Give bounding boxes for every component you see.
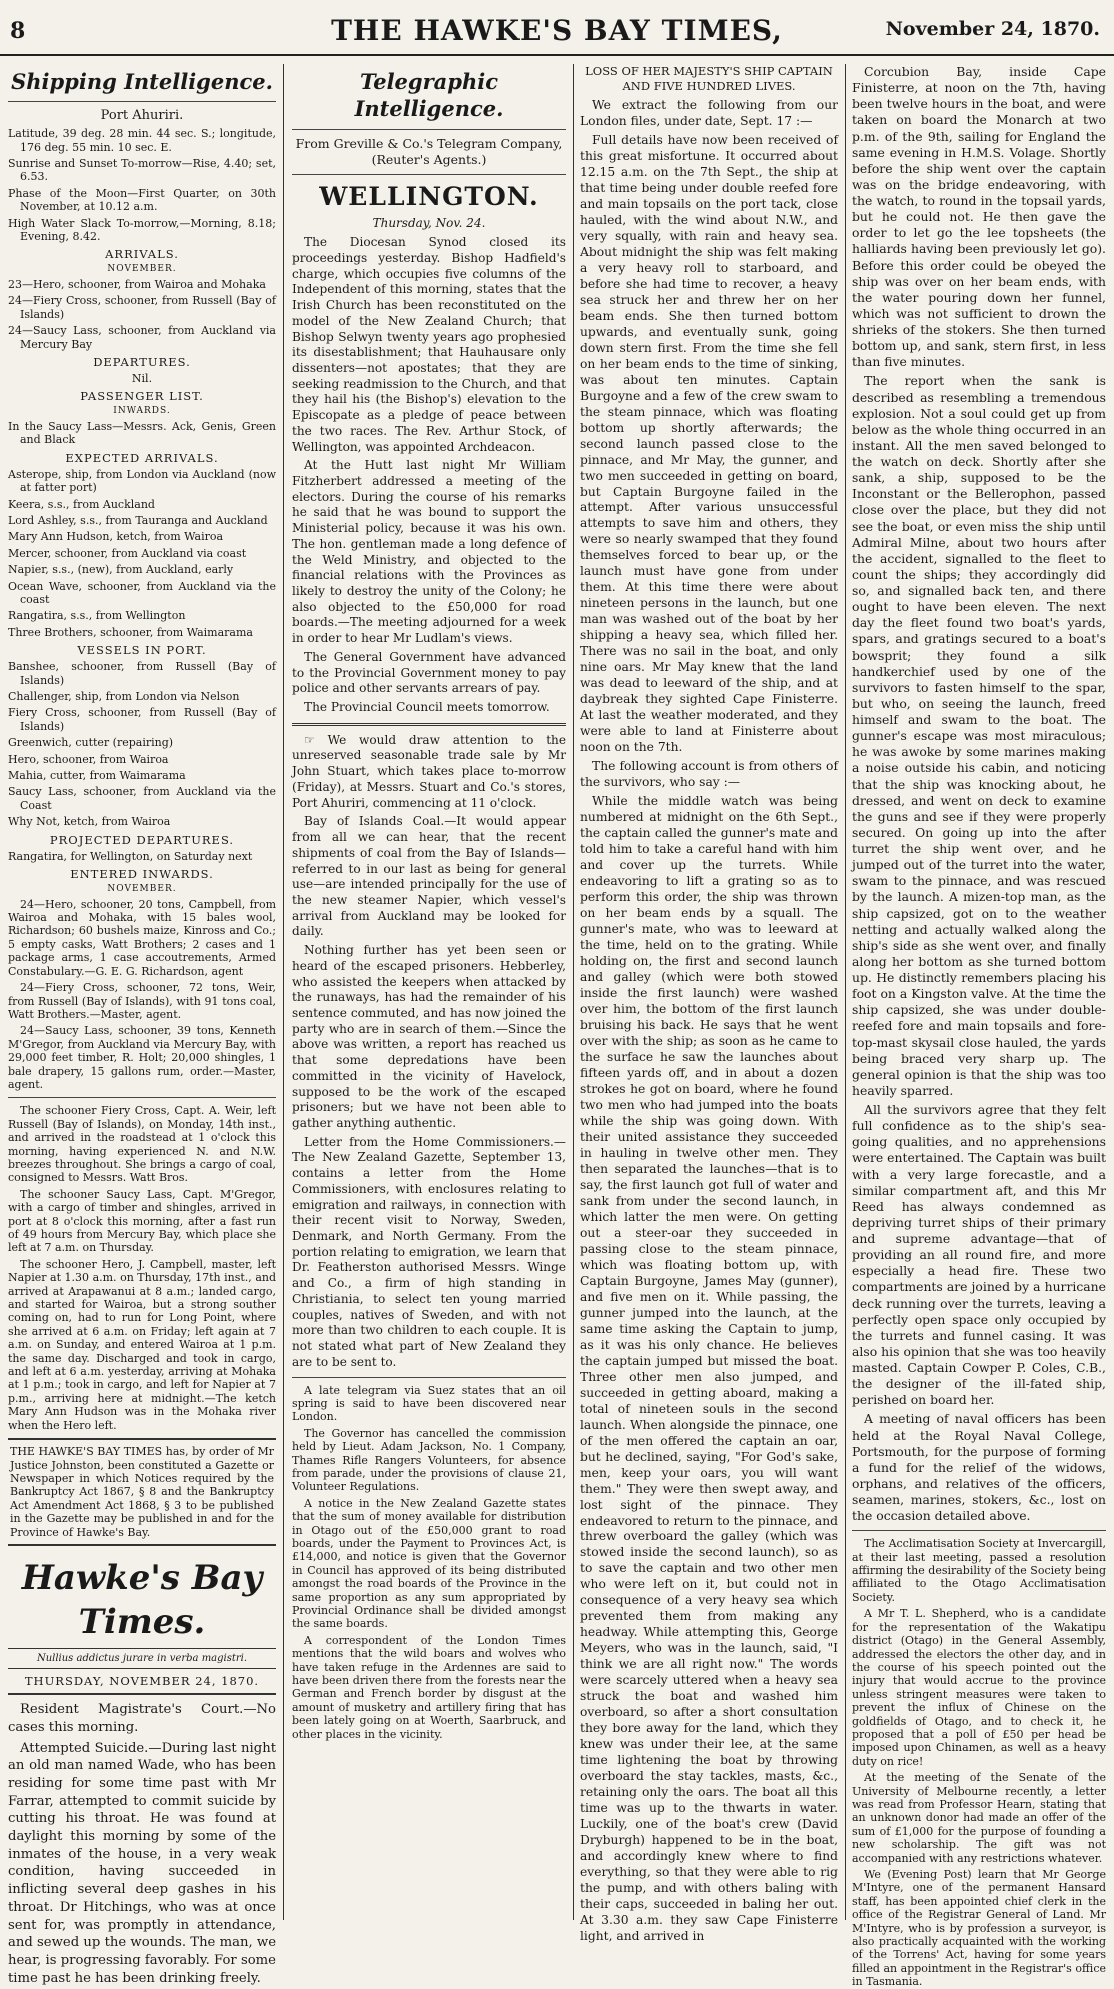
vessel-item: Fiery Cross, schooner, from Russell (Bay of Islands) [8,706,276,733]
shipping-report: The schooner Fiery Cross, Capt. A. Weir, left Russell (Bay of Islands), on Monday, 14th inst., and arrived in the roadstead at 1 o'clock this morning, having experienced N. and N.W. breezes throughout. She brings a cargo of coal, consigned to Messrs. Watt Bros. [8,1104,276,1185]
entered-item: 24—Saucy Lass, schooner, 39 tons, Kenneth M'Gregor, from Auckland via Mercury Bay, with 29,000 feet timber, R. Holt; 20,000 shingles, 1 bale drapery, 15 gallons rum, order.—Master, agent. [8,1024,276,1091]
gazette-notice-text: THE HAWKE'S BAY TIMES has, by order of Mr Justice Johnston, been constituted a Gazette or Newspaper in which Notices required by the Bankruptcy Act 1867, § 8 and the Bankruptcy Act Amendment Act 1868, § 3 to be published in the Gazette may be published in and for the Province of Hawke's Bay. [10,1445,274,1539]
column-rule [283,64,284,1920]
brief-item: A late telegram via Suez states that an oil spring is said to have been discovered near London. [292,1383,566,1424]
shipping-heading: Shipping Intelligence. [8,68,276,102]
vessel-item: Banshee, schooner, from Russell (Bay of Islands) [8,660,276,687]
vessel-item: Greenwich, cutter (repairing) [8,736,174,750]
continuation-paragraph: All the survivors agree that they felt full confidence as to the ship's sea-going qualities, and no apprehensions were entertained. The Captain was built with a very large forecastle, and a similar compartment aft, and this Mr Reed has always condemned as depriving turret ships of their primary and supreme advantage—that of providing an all round fire, and more especially a head fire. These two compartments are joined by a hurricane deck running over the turrets, leaving a perfectly open space only occupied by the turrets and funnel casing. It was also his opinion that she was too heavily masted. Captain Cowper P. Coles, C.B., the designer of the ill-fated ship, perished on board her. [852,1102,1106,1408]
expected-item: Keera, s.s., from Auckland [8,497,155,511]
captain-continuation [852,64,1106,1524]
editorial-notice: Bay of Islands Coal.—It would appear from all we can hear, that the recent shipments of coal from the Bay of Islands—referred to in our last as being for general use—are intended principally for the use of the new steamer Napier, which vessel's arrival from Auckland may be looked for daily. [292,814,566,939]
wellington-heading: WELLINGTON. [319,182,539,212]
expected-item: Mary Ann Hudson, ketch, from Wairoa [8,530,224,544]
continuation-paragraph: A meeting of naval officers has been held at the Royal Naval College, Portsmouth, for the purpose of forming a fund for the relief of the widows, orphans, and relatives of the officers, seamen, marines, stokers, &c., lost on the occasion detailed above. [852,1411,1106,1524]
expected-item: Napier, s.s., (new), from Auckland, early [8,563,234,577]
vessel-item: Mahia, cutter, from Waimarama [8,769,186,783]
telegraph-dateline: Thursday, Nov. 24. [372,215,486,230]
shipping-reports [8,1104,276,1432]
captain-paragraph: We extract the following from our London files, under date, Sept. 17 :— [580,97,838,128]
entered-month: NOVEMBER. [107,883,177,894]
entered-item: 24—Fiery Cross, schooner, 72 tons, Weir, from Russell (Bay of Islands), with 91 tons coal, Watt Brothers.—Master, agent. [8,981,276,1021]
telegraph-paragraph: The Provincial Council meets tomorrow. [304,700,550,715]
nameplate-date: THURSDAY, NOVEMBER 24, 1870. [8,1674,276,1695]
arrivals-title: ARRIVALS. [105,247,179,262]
expected-item: Ocean Wave, schooner, from Auckland via the coast [8,579,276,607]
projected-departure: Rangatira, for Wellington, on Saturday next [8,849,253,863]
captain-heading: LOSS OF HER MAJESTY'S SHIP CAPTAIN AND FIVE HUNDRED LIVES. [585,64,833,93]
miscellany-item: We (Evening Post) learn that Mr George M'Intyre, one of the permanent Hansard staff, has been appointed chief clerk in the office of the Registrar General of Land. Mr M'Intyre, who is by profession a surveyor, is also practically acquainted with the working of the Torrens' Act, having for some years filled an appointment in the Registrar's office in Tasmania. [852,1868,1106,1989]
vessels-title: VESSELS IN PORT. [77,643,207,658]
telegraphic-heading: Telegraphic Intelligence. [292,68,566,130]
expected-item: Lord Ashley, s.s., from Tauranga and Auckland [8,514,268,528]
column-rule [845,64,846,1920]
passenger-sub: INWARDS. [113,406,171,417]
expected-list [8,468,276,639]
vessel-item: Challenger, ship, from London via Nelson [8,690,240,704]
editorial-notice: Letter from the Home Commissioners.—The New Zealand Gazette, September 13, contains a letter from the Home Commissioners, with enclosures relating to emigration and railways, in connection with their recent visit to Norway, Sweden, Denmark, and North Germany. From the portion relating to emigration, we learn that Dr. Featherston authorised Messrs. Winge and Co., a firm of high standing in Christiania, to select ten young married couples, natives of Sweden, and with not more than two children to each couple. It is not stated what part of New Zealand they are to be sent to. [292,1134,566,1369]
nameplate-title: Hawke's Bay Times. [21,1557,263,1643]
continuation-paragraph: Corcubion Bay, inside Cape Finisterre, at noon on the 7th, having been twelve hours in the boat, and were taken on board the Monarch at two p.m. of the 9th, sailing for England the same evening in H.M.S. Volage. Shortly before the ship went over the captain was on the bridge endeavoring, with the watch, to round in the topsail yards, but he could not. He then gave the order to let go the lee topsheets (the halliards having been previously let go). Before this order could be obeyed the ship was over on her beam ends, with the water pouring down her funnel, which was not sufficient to drown the shrieks of the stokers. She then turned bottom up, and sank, stern first, in less than five minutes. [852,64,1106,370]
brief-item: A correspondent of the London Times mentions that the wild boars and wolves who have taken refuge in the Ardennes are said to have been driven there from the forests near the German and French border by disgust at the amount of musketry and artillery firing that has been lately going on at Woerth, Saarbruck, and other places in the vicinity. [292,1633,566,1741]
brief-items [292,1384,566,1742]
masthead [0,0,1114,56]
editorial-notice: Nothing further has yet been seen or heard of the escaped prisoners. Hebberley, who assisted the keepers when attacked by the runaways, has had the remainder of his sentence commuted, and has now joined the party who are in search of them.—Since the above was written, a report has reached us that some depredations have been committed in the vicinity of Havelock, supposed to be the work of the escaped prisoners; but we have not been able to gather anything authentic. [292,943,566,1130]
entered-title: ENTERED INWARDS. [70,867,214,882]
nameplate-motto: Nullius addictus jurare in verba magistri. [8,1648,276,1669]
departures-nil: Nil. [131,372,153,386]
expected-title: EXPECTED ARRIVALS. [65,450,219,465]
departures-title: DEPARTURES. [93,355,191,370]
passenger-title: PASSENGER LIST. [80,389,204,404]
arrivals-list [8,278,276,351]
captain-paragraph: While the middle watch was being numbered at midnight on the 6th Sept., the captain called the gunner's mate and told him to take a careful hand with him and cover up the turrets. While endeavoring to lift a grating so as to perform this order, the ship was thrown on her beam ends by a squall. The gunner's mate, who was to leeward at the time, held on to the grating. While holding on, the first and second launch and galley (which were both stowed inside the first launch) were washed over him, the bottom of the first launch bruising his back. He says that he went over with the ship; as soon as he came to the surface he saw the launches about fifteen yards off, and in about a dozen strokes he got on board, where he found two men who had jumped into the boats while the ship was going down. With their united assistance they succeeded in hauling in twelve other men. They then separated the launches—that is to say, the first launch got full of water and sank from under the second launch, in which latter the men were. On getting out a steer-oar they succeeded in passing close to the steam pinnace, which was floating bottom up, with Captain Burgoyne, James May (gunner), and five men on it. While passing, the gunner jumped into the launch, at the same time asking the Captain to jump, as it was his only chance. He believes the captain jumped but missed the boat. Three other men also jumped, and succeeded in getting aboard, making a total of nineteen souls in the second launch. When alongside the pinnace, one of the men offered the captain an oar, but he declined, saying, "For God's sake, men, keep your oars, you will want them." They were then swept away, and lost sight of the pinnace. They endeavored to return to the pinnace, and threw overboard the galley (which was stowed inside the second launch), so as to save the captain and two other men who were left on it, but could not in consequence of a very heavy sea which prevented them from making any headway. While attempting this, George Meyers, who was in the launch, said, "I think we are all right now." The words were scarcely uttered when a heavy sea struck the boat and washed him overboard, so after a short consultation they bore away for the land, which they knew was under their lee, at the same time lightening the boat by throwing overboard the stay tackles, masts, &c., retaining only the oars. The boat all this time was up to the thwarts in water. Luckily, one of the boat's crew (David Dryburgh) happened to be in the boat, and accordingly knew where to find everything, so that they were able to rig the pump, and with others baling with their caps, succeeded in baling her out. At 3.30 a.m. they saw Cape Finisterre light, and arrived in [580,794,838,1944]
editorial-notice: ☞ We would draw attention to the unreserved seasonable trade sale by Mr John Stuart, which takes place to-morrow (Friday), at Messrs. Stuart and Co.'s stores, Port Ahuriri, commencing at 11 o'clock. [292,732,566,810]
shipping-report: The schooner Hero, J. Campbell, master, left Napier at 1.30 a.m. on Thursday, 17th inst., and arrived at Arapawanui at 8 a.m.; landed cargo, and started for Wairoa, but a strong souther coming on, had to run for Long Point, where she arrived at 6 a.m. on Friday; left again at 7 a.m. on Sunday, and entered Wairoa at 1 p.m. the same day. Discharged and took in cargo, and left at 6 a.m. yesterday, arriving at Mohaka at 1 p.m.; took in cargo, and left for Napier at 7 p.m., arriving here at midnight.—The ketch Mary Ann Hudson was in the Mohaka river when the Hero left. [8,1257,276,1432]
arrival-item: 24—Fiery Cross, schooner, from Russell (Bay of Islands) [8,294,276,321]
expected-item: Rangatira, s.s., from Wellington [8,609,186,623]
arrivals-month: NOVEMBER. [107,264,177,275]
column-rule [573,64,574,1920]
brief-item: A notice in the New Zealand Gazette states that the sum of money available for distribution in Otago out of the £50,000 grant to road boards, under the Payment to Provinces Act, is £14,000, and notice is given that the Governor in Council has approved of its being distributed amongst the road boards of the Province in the same proportion as any sum appropriated by Provincial Ordinance shall be divided amongst the same boards. [292,1496,566,1631]
telegraph-paragraph: At the Hutt last night Mr William Fitzherbert addressed a meeting of the electors. During the course of his remarks he said that he was bound to support the Ministerial policy, because it was his own. The hon. gentleman made a long defence of the Weld Ministry, and objected to the financial relations with the Provinces as likely to destroy the unity of the Colony; he also objected to the £50,000 for road boards.—The meeting adjourned for a week in order to hear Mr Ludlam's views. [292,458,566,646]
telegraph-paragraph: The Diocesan Synod closed its proceedings yesterday. Bishop Hadfield's charge, which occupies five columns of the Independent of this morning, states that the Irish Church has been reconstituted on the model of the New Zealand Church; that Bishop Selwyn twenty years ago prophesied its disestablishment; that Hauhausare only dissenters—not apostates; that they are seeking readmission to the Church, and that they hail his (the Bishop's) elevation to the Episcopate as a pledge of peace between the two races. The Rev. Arthur Stock, of Wellington, was appointed Archdeacon. [292,235,566,454]
sun-times: Sunrise and Sunset To-morrow—Rise, 4.40; set, 6.53. [8,157,276,184]
vessel-item: Saucy Lass, schooner, from Auckland via the Coast [8,785,276,812]
column-telegraphic [292,64,566,1920]
high-water: High Water Slack To-morrow,—Morning, 8.18; Evening, 8.42. [8,216,276,244]
gazette-notice [8,1438,276,1546]
position: Latitude, 39 deg. 28 min. 44 sec. S.; longitude, 176 deg. 55 min. 10 sec. E. [8,127,276,154]
arrival-item: 23—Hero, schooner, from Wairoa and Mohaka [8,278,266,292]
moon-phase: Phase of the Moon—First Quarter, on 30th November, at 10.12 a.m. [8,186,276,214]
editorial-notices [292,733,566,1371]
miscellany-item: The Acclimatisation Society at Invercargill, at their last meeting, passed a resolution affirming the desirability of the Society being affiliated to the Otago Acclimatisation Society. [852,1537,1106,1604]
expected-item: Three Brothers, schooner, from Waimarama [8,625,253,639]
miscellany-item: At the meeting of the Senate of the University of Melbourne recently, a letter was read from Professor Hearn, stating that an unknown donor had made an offer of the sum of £1,000 for the purpose of founding a new scholarship. The gift was not accompanied with any restrictions whatever. [852,1771,1106,1865]
shipping-report: The schooner Saucy Lass, Capt. M'Gregor, with a cargo of timber and shingles, arrived in port at 8 o'clock this morning, after a fast run of 49 hours from Mercury Bay, which place she left at 7 a.m. on Thursday. [8,1187,276,1255]
continuation-paragraph: The report when the sank is described as resembling a tremendous explosion. Not a soul could get up from below as the whole thing occurred in an instant. All the men saved belonged to the watch on deck. Shortly after she sank, a ship, supposed to be the Inconstant or the Bellerophon, passed close over the place, but they did not see the boat, or even miss the ship until Admiral Milne, about two hours after the accident, signalled to the fleet to count the ships; they accordingly did so, and signalled back ten, and there ought to have been eleven. The next day the fleet found two boat's yards, spars, and gratings secured to a boat's bowsprit; they found a silk handkerchief used by one of the survivors to fasten himself to the spar, but who, on seeing the launch, freed himself and swam to the boat. The gunner's escape was most miraculous; he was awoke by some marines making a noise outside his cabin, and noticing that the ship was knocking about, he dressed, and went on deck to examine the guns and see if they were properly secured. On going up into the after turret the ship went over, and he jumped out of the turret into the water, swam to the pinnace, and was rescued by the launch. A mizen-top man, as the ship capsized, got on to the weather netting and actually walked along the ship's side as she went over, and finally along her bottom as she turned bottom up. He distinctly remembers placing his foot on a Kingston valve. At the time the ship capsized, she was under double-reefed fore and main topsails and fore-top-mast skysail close hauled, the yards being braced very sharp up. The general opinion is that the ship was too heavily sparred. [852,373,1106,1098]
column-continuation [852,64,1106,1989]
passenger-list: In the Saucy Lass—Messrs. Ack, Genis, Green and Black [8,420,276,447]
expected-item: Mercer, schooner, from Auckland via coast [8,546,247,560]
miscellany [852,1537,1106,1988]
page-number: 8 [10,18,26,44]
miscellany-item: A Mr T. L. Shepherd, who is a candidate for the representation of the Wakatipu district (Otago) in the General Assembly, addressed the electors the other day, and in the course of his speech pointed out the injury that would accrue to the province unless stringent measures were taken to prevent the influx of Chinese on the goldfields of Otago, and to check it, he proposed that a poll of £50 per head be imposed upon Chinamen, as well as a heavy duty on rice! [852,1607,1106,1768]
telegraph-paragraphs [292,235,566,716]
entered-list [8,898,276,1092]
captain-paragraph: The following account is from others of the survivors, who say :— [580,759,838,790]
telegraph-source: From Greville & Co.'s Telegram Company, (Reuter's Agents.) [295,135,563,167]
issue-date: November 24, 1870. [885,18,1100,40]
port-name: Port Ahuriri. [100,108,184,124]
vessels-list [8,660,276,828]
brief-item: The Governor has cancelled the commission held by Lieut. Adam Jackson, No. 1 Company, Thames Rifle Rangers Volunteers, for absence from parade, under the provisions of clause 21, Volunteer Regulations. [292,1426,566,1494]
column-captain-loss [580,64,838,1944]
captain-paragraph: Full details have now been received of this great misfortune. It occurred about 12.15 a.m. on the 7th Sept., the ship at that time being under double reefed fore and main topsails on the port tack, close hauled, with the wind about N.W., and very squally, with rain and heavy sea. About midnight the ship was felt making a very heavy roll to starboard, and before she had time to recover, a heavy sea struck her and threw her on her beam ends. She then turned bottom upwards, and eventually sunk, going down stern first. From the time she fell on her beam ends to the time of sinking, was about ten minutes. Captain Burgoyne and a few of the crew swam to the steam pinnace, which was floating bottom up shortly afterwards; the second launch passed close to the pinnace, and Mr May, the gunner, and two men succeeded in getting on board, but Captain Burgoyne failed in the attempt. After various unsuccessful attempts to save him and others, they were so nearly swamped that they found themselves forced to bear up, or the launch must have gone from under them. At this time there were about nineteen persons in the launch, but one man was washed out of the boat by her shipping a heavy sea, which filled her. There was no sail in the boat, and only nine oars. Mr May knew that the land was dead to leeward of the ship, and at daybreak they sighted Cape Finisterre. At last the weather moderated, and they were able to land at Finisterre about noon on the 7th. [580,132,838,755]
projected-title: PROJECTED DEPARTURES. [49,832,235,847]
vessel-item: Hero, schooner, from Wairoa [8,752,169,766]
local-item: Attempted Suicide.—During last night an old man named Wade, who has been residing for some time past with Mr Farrar, attempted to commit suicide by cutting his throat. He was found at daylight this morning by some of the inmates of the house, in a very weak condition, having succeeded in inflicting several deep gashes in his throat. Dr Hitchings, who was at once sent for, was promptly in attendance, and sewed up the wounds. The man, we hear, is progressing favorably. For some time past he has been drinking freely. [8,1740,276,1986]
expected-item: Asterope, ship, from London via Auckland (now at fatter port) [8,467,276,495]
local-item: Resident Magistrate's Court.—No cases this morning. [8,1702,276,1735]
local-news [8,1701,276,1987]
vessel-item: Why Not, ketch, from Wairoa [8,815,171,829]
entered-item: 24—Hero, schooner, 20 tons, Campbell, from Wairoa and Mohaka, with 15 bales wool, Richardson; 60 bushels maize, Kinross and Co.; 5 empty casks, Watt Brothers; 2 cases and 1 package arms, 1 case accoutrements, Armed Constabulary.—G. E. G. Richardson, agent [8,897,276,978]
column-shipping [8,64,276,1986]
telegraph-paragraph: The General Government have advanced to the Provincial Government money to pay police and other servants arrears of pay. [292,649,566,696]
masthead-title: THE HAWKE'S BAY TIMES, [331,14,783,47]
captain-paragraphs [580,98,838,1945]
arrival-item: 24—Saucy Lass, schooner, from Auckland via Mercury Bay [8,324,276,351]
